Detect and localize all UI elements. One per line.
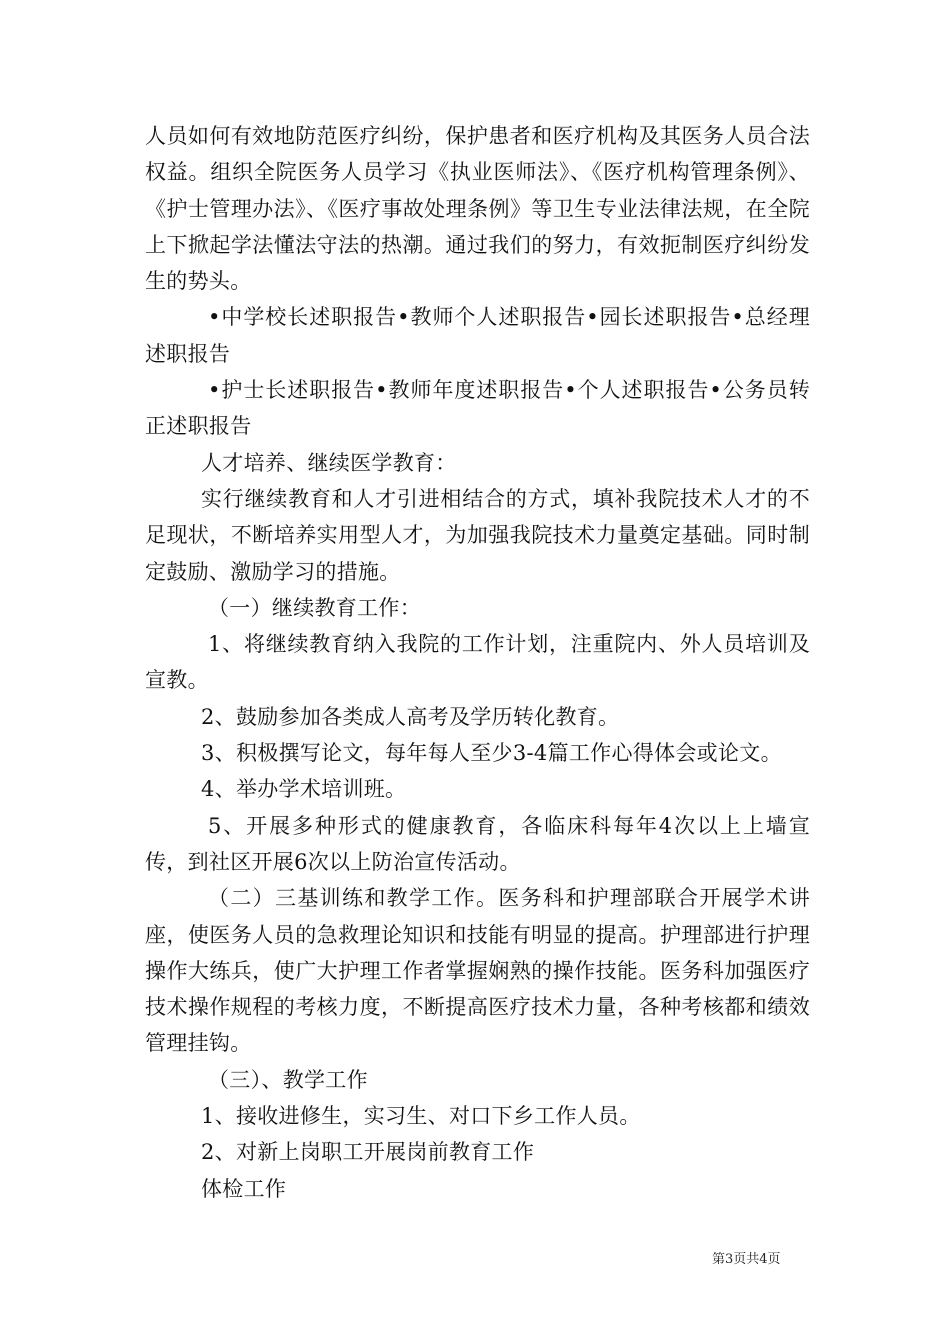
list-item-4: 4、举办学术培训班。 <box>201 777 407 802</box>
list-item-5: 5、开展多种形式的健康教育，各临床科每年4次以上上墙宣传，到社区开展6次以上防治宣传活动。 <box>145 813 810 874</box>
teaching-item-2: 2、对新上岗职工开展岗前教育工作 <box>201 1140 535 1165</box>
section-heading-physical-exam: 体检工作 <box>201 1176 287 1201</box>
list-item-2: 2、鼓励参加各类成人高考及学历转化教育。 <box>201 704 620 729</box>
list-item-3: 3、积极撰写论文，每年每人至少3-4篇工作心得体会或论文。 <box>201 741 782 766</box>
paragraph-related-links-2: •护士长述职报告•教师年度述职报告•个人述职报告•公务员转正述职报告 <box>145 378 810 439</box>
section-heading-talent: 人才培养、继续医学教育： <box>201 450 457 475</box>
paragraph-three-basics-training: （二）三基训练和教学工作。医务科和护理部联合开展学术讲座，使医务人员的急救理论知识和技能有明显的提高。护理部进行护理操作大练兵，使广大护理工作者掌握娴熟的操作技能。医务科加强医疗技术操作规程的考核力度，不断提高医疗技术力量，各种考核都和绩效管理挂钩。 <box>145 886 810 1056</box>
subheading-teaching-work: （三）、教学工作 <box>208 1067 368 1092</box>
paragraph-continuing-education: 实行继续教育和人才引进相结合的方式，填补我院技术人才的不足现状，不断培养实用型人才，为加强我院技术力量奠定基础。同时制定鼓励、激励学习的措施。 <box>145 486 810 584</box>
paragraph-related-links-1: •中学校长述职报告•教师个人述职报告•园长述职报告•总经理述职报告 <box>145 305 810 366</box>
document-body <box>145 118 810 1207</box>
subheading-continuing-education-work: （一）继续教育工作： <box>208 595 421 620</box>
paragraph-legal-training: 人员如何有效地防范医疗纠纷，保护患者和医疗机构及其医务人员合法权益。组织全院医务人员学习《执业医师法》、《医疗机构管理条例》、《护士管理办法》、《医疗事故处理条例》等卫生专业法律法规，在全院上下掀起学法懂法守法的热潮。通过我们的努力，有效扼制医疗纠纷发生的势头。 <box>145 124 810 294</box>
page-number: 第3页共4页 <box>712 1252 781 1267</box>
teaching-item-1: 1、接收进修生，实习生、对口下乡工作人员。 <box>201 1104 641 1129</box>
list-item-1: 1、将继续教育纳入我院的工作计划，注重院内、外人员培训及宣教。 <box>145 632 810 693</box>
